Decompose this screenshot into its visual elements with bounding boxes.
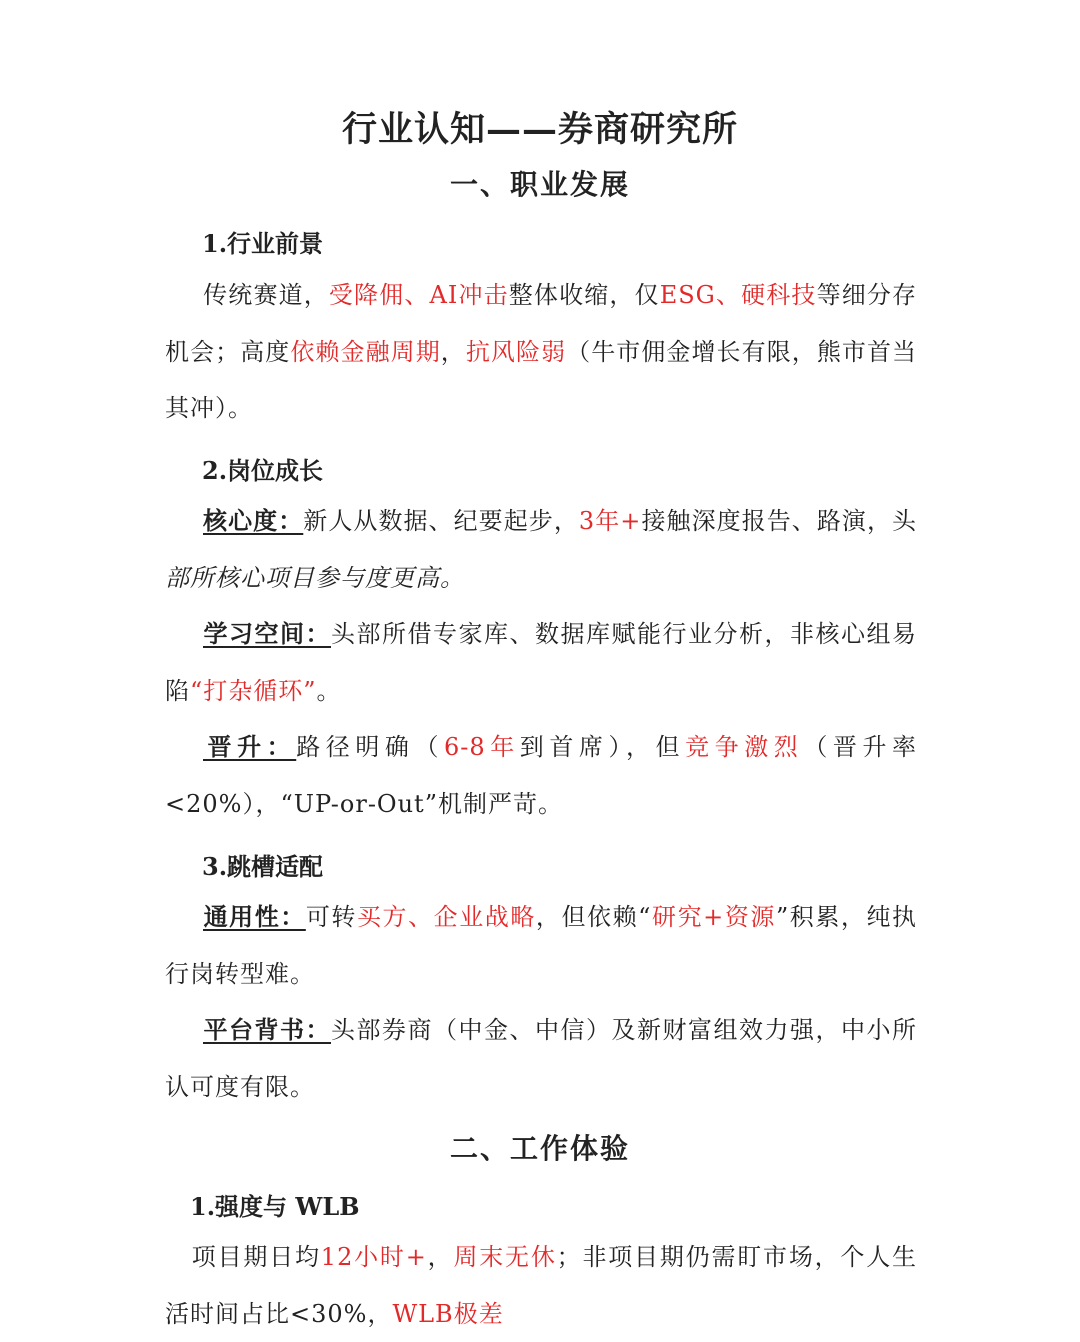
text-segment: ， xyxy=(440,337,466,366)
highlighted-text: ESG、硬科技 xyxy=(659,281,817,309)
highlighted-text: 买方、企业战略 xyxy=(356,903,536,931)
highlighted-text: 研究+资源 xyxy=(651,903,776,931)
subsection-heading-outlook: 1.行业前景 xyxy=(202,229,324,258)
text-segment: 可转 xyxy=(305,903,357,931)
text-segment: 头部券商（中金、中信）及新财富组效力强，中小所认可度有限。 xyxy=(165,1016,917,1101)
text-segment: 到首席），但 xyxy=(519,733,686,761)
paragraph-platform-endorsement xyxy=(165,1002,917,1115)
key-term: 核心度： xyxy=(203,506,304,535)
paragraph-versatility xyxy=(165,889,917,1002)
subsection-heading-job-switch: 3.跳槽适配 xyxy=(202,852,324,881)
section-heading-work-experience: 二、工作体验 xyxy=(449,1132,630,1165)
paragraph-core-level xyxy=(165,493,917,606)
text-segment: ，但依赖“ xyxy=(535,903,652,931)
highlighted-text: 依赖金融周期 xyxy=(290,337,441,366)
key-term: 学习空间： xyxy=(203,619,331,648)
text-segment: ， xyxy=(426,1243,454,1271)
text-segment: 传统赛道， xyxy=(203,281,329,309)
text-segment: （牛市佣金增长有限，熊市首当其冲）。 xyxy=(165,337,918,422)
text-segment: （晋升率<20%），“UP-or-Out”机制严苛。 xyxy=(165,733,918,818)
highlighted-text: 3年+ xyxy=(578,507,642,535)
key-term: 通用性： xyxy=(203,902,306,931)
text-segment: 接触深度报告、路演，头 xyxy=(641,507,918,535)
highlighted-text: 受降佣、AI冲击 xyxy=(328,281,509,309)
text-segment: 路径明确（ xyxy=(296,733,445,761)
highlighted-text: 周末无休 xyxy=(453,1243,557,1271)
highlighted-text: “打杂循环” xyxy=(190,676,317,705)
paragraph-promotion xyxy=(165,719,917,832)
paragraph-outlook xyxy=(165,267,917,437)
text-segment: ”积累，纯执行岗转型难。 xyxy=(165,903,918,988)
text-segment: 等细分存机会；高度 xyxy=(165,281,918,366)
highlighted-text: 抗风险弱 xyxy=(465,337,567,366)
text-segment: 部所核心项目参与度更高。 xyxy=(165,563,465,592)
subsection-heading-intensity-wlb: 1.强度与 WLB xyxy=(190,1192,360,1221)
text-segment: 整体收缩，仅 xyxy=(508,281,660,309)
key-term: 平台背书： xyxy=(203,1015,331,1044)
subsection-heading-growth: 2.岗位成长 xyxy=(202,456,324,485)
highlighted-text: 竞争激烈 xyxy=(685,733,804,761)
document-title: 行业认知——券商研究所 xyxy=(341,109,738,150)
text-segment: 新人从数据、纪要起步， xyxy=(303,507,579,535)
section-heading-career: 一、职业发展 xyxy=(449,168,630,201)
key-term: 晋升： xyxy=(203,732,297,761)
text-segment: 。 xyxy=(316,676,342,705)
paragraph-learning-space xyxy=(165,606,917,719)
text-segment: 项目期日均 xyxy=(191,1243,321,1271)
highlighted-text: 12小时+ xyxy=(320,1243,427,1271)
text-segment: 头部所借专家库、数据库赋能行业分析，非核心组易陷 xyxy=(165,620,917,705)
highlighted-text: 6-8年 xyxy=(444,733,520,761)
text-segment: ；非项目期仍需盯市场，个人生活时间占比<30%， xyxy=(165,1243,918,1328)
paragraph-intensity-wlb xyxy=(165,1229,917,1342)
highlighted-text: WLB极差 xyxy=(392,1299,504,1328)
